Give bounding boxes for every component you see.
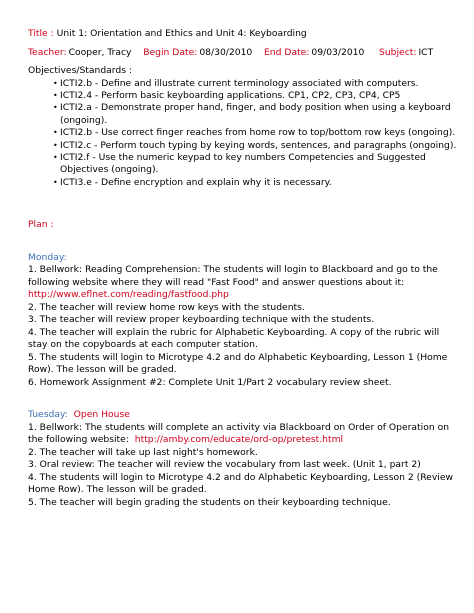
monday-item: 3. The teacher will review proper keyboarding technique with the students. bbox=[28, 314, 375, 326]
objectives-heading: Objectives/Standards : bbox=[28, 65, 133, 76]
lesson-plan-page bbox=[28, 28, 468, 509]
end-date-value: 09/03/2010 bbox=[311, 46, 365, 58]
monday-section bbox=[28, 252, 468, 390]
teacher-value: Cooper, Tracy bbox=[68, 46, 132, 58]
title-label: Title : bbox=[28, 28, 54, 39]
tuesday-bellwork bbox=[28, 422, 460, 447]
teacher-row bbox=[28, 47, 468, 60]
objectives-list bbox=[28, 78, 468, 190]
tuesday-label: Tuesday: bbox=[28, 409, 68, 421]
title-value: Unit 1: Orientation and Ethics and Unit 4: Keyboarding bbox=[56, 28, 307, 39]
objective-item: • ICTI2.4 - Perform basic keyboarding applications. CP1, CP2, CP3, CP4, CP5 bbox=[53, 90, 460, 102]
monday-item: 2. The teacher will review home row keys with the students. bbox=[28, 301, 305, 313]
monday-item: 5. The students will login to Microtype 4.2 and do Alphabetic Keyboarding, Lesson 1 (Home Row). The lesson will be graded. bbox=[28, 351, 448, 376]
subject-value: ICT bbox=[418, 46, 434, 58]
objective-item: • ICTI2.f - Use the numeric keypad to key numbers Competencies and Suggested Objectives (ongoing). bbox=[53, 152, 460, 177]
tuesday-note: Open House bbox=[73, 409, 130, 421]
monday-link[interactable]: http://www.eflnet.com/reading/fastfood.php bbox=[28, 289, 229, 301]
objective-item: • ICTI3.e - Define encryption and explain why it is necessary. bbox=[53, 177, 460, 189]
objective-item: • ICTI2.b - Use correct finger reaches from home row to top/bottom row keys (ongoing). bbox=[53, 127, 460, 139]
objectives-section bbox=[28, 65, 468, 189]
objective-item: • ICTI2.a - Demonstrate proper hand, finger, and body position when using a keyboard (ongoing). bbox=[53, 102, 460, 127]
objective-item: • ICTI2.b - Define and illustrate current terminology associated with computers. bbox=[53, 78, 460, 90]
subject-label: Subject: bbox=[379, 46, 417, 58]
monday-label: Monday: bbox=[28, 251, 67, 263]
tuesday-item: 4. The students will login to Microtype 4.2 and do Alphabetic Keyboarding, Lesson 2 (Review Home Row). The lesson will be graded. bbox=[28, 471, 453, 496]
end-date-label: End Date: bbox=[263, 46, 310, 58]
tuesday-item: 5. The teacher will begin grading the students on their keyboarding technique. bbox=[28, 496, 391, 508]
tuesday-section bbox=[28, 409, 468, 509]
tuesday-header bbox=[28, 409, 468, 422]
monday-item: 6. Homework Assignment #2: Complete Unit 1/Part 2 vocabulary review sheet. bbox=[28, 376, 392, 388]
tuesday-item: 3. Oral review: The teacher will review the vocabulary from last week. (Unit 1, part 2) bbox=[28, 459, 421, 471]
begin-date-label: Begin Date: bbox=[143, 46, 198, 58]
tuesday-bellwork-text: 1. Bellwork: The students will complete an activity via Blackboard on Order of Operation on the following website: bbox=[28, 421, 450, 446]
monday-bellwork: 1. Bellwork: Reading Comprehension: The students will login to Blackboard and go to the following website where they will read "Fast Food" and answer questions about it: bbox=[28, 264, 438, 288]
teacher-label: Teacher: bbox=[28, 46, 67, 58]
monday-item: 4. The teacher will explain the rubric for Alphabetic Keyboarding. A copy of the rubric will stay on the copyboards at each computer station. bbox=[28, 326, 440, 351]
tuesday-item: 2. The teacher will take up last night's homework. bbox=[28, 446, 258, 458]
objective-item: • ICTI2.c - Perform touch typing by keying words, sentences, and paragraphs (ongoing). bbox=[53, 140, 460, 152]
begin-date-value: 08/30/2010 bbox=[199, 46, 253, 58]
plan-label: Plan : bbox=[28, 219, 54, 231]
tuesday-link[interactable]: http://amby.com/educate/ord-op/pretest.html bbox=[134, 434, 344, 446]
title-row bbox=[28, 28, 468, 41]
